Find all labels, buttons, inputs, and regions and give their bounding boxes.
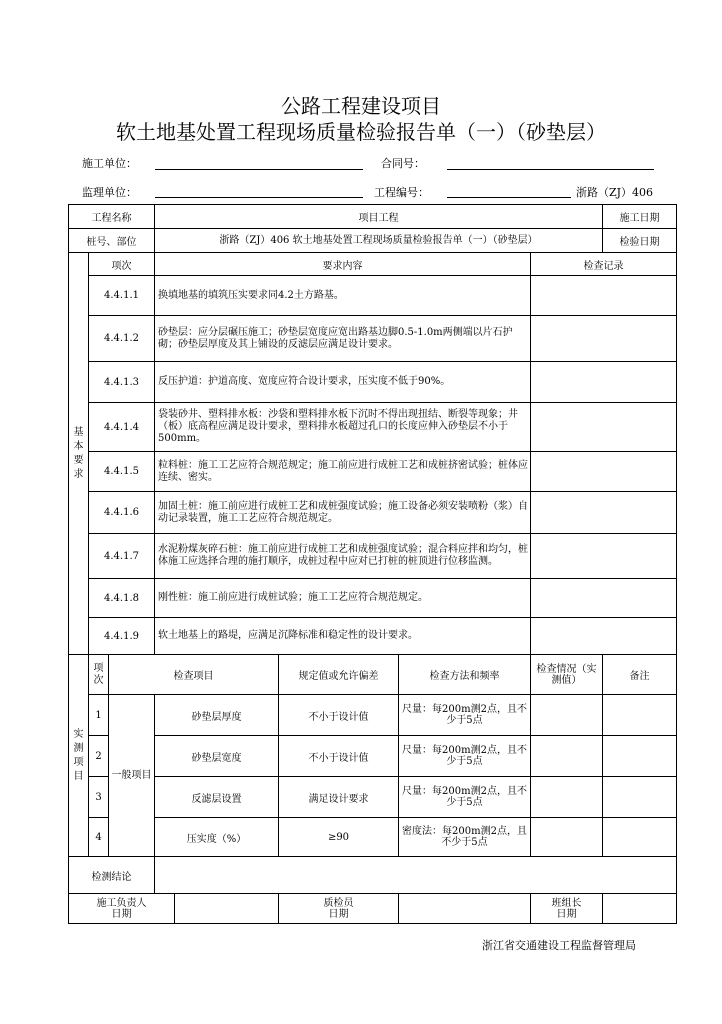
- measured-spec: 不小于设计值: [279, 736, 399, 777]
- requirement-text: 刚性桩：施工前应进行成桩试验；施工工艺应符合规范规定。: [155, 579, 531, 618]
- construction-unit-field[interactable]: [155, 169, 363, 170]
- measured-spec: 满足设计要求: [279, 777, 399, 818]
- measured-result-cell[interactable]: [531, 695, 603, 736]
- form-subtitle: 软土地基处置工程现场质量检验报告单（一）（砂垫层）: [116, 120, 606, 144]
- construction-lead-date-label: 日期: [111, 908, 132, 920]
- contract-no-field[interactable]: [447, 169, 654, 170]
- requirement-record-cell[interactable]: [531, 362, 677, 403]
- requirement-text: 反压护道：护道高度、宽度应符合设计要求，压实度不低于90%。: [155, 362, 531, 403]
- construction-lead-signature-field[interactable]: [175, 894, 279, 924]
- measured-no: 3: [89, 777, 109, 818]
- project-name-label: 工程名称: [69, 205, 155, 229]
- measured-no: 1: [89, 695, 109, 736]
- measured-result-cell[interactable]: [531, 777, 603, 818]
- quality-inspector-date-label: 日期: [328, 908, 349, 920]
- requirement-code: 4.4.1.4: [89, 403, 155, 452]
- requirement-text: 换填地基的填筑压实要求同4.2土方路基。: [155, 276, 531, 316]
- requirement-record-cell[interactable]: [531, 618, 677, 655]
- measured-result-cell[interactable]: [531, 818, 603, 857]
- page-title: 公路工程建设项目: [281, 94, 441, 118]
- requirement-record-cell[interactable]: [531, 452, 677, 492]
- basic-col-record: 检查记录: [531, 253, 677, 276]
- requirement-record-cell[interactable]: [531, 276, 677, 316]
- requirement-code: 4.4.1.1: [89, 276, 155, 316]
- measured-spec: 不小于设计值: [279, 695, 399, 736]
- measured-col-note: 备注: [603, 655, 677, 695]
- contract-no-label: 合同号：: [381, 157, 425, 170]
- conclusion-field[interactable]: [155, 857, 677, 894]
- team-leader-signature-field[interactable]: [603, 894, 677, 924]
- requirement-text: 粒料桩：施工工艺应符合规范规定；施工前应进行成桩工艺和成桩挤密试验；桩体应连续、密实。: [155, 452, 531, 492]
- construction-lead-sign: [69, 894, 175, 924]
- basic-col-item: 项次: [89, 253, 155, 276]
- measured-note-cell[interactable]: [603, 736, 677, 777]
- requirement-code: 4.4.1.5: [89, 452, 155, 492]
- measured-method: 尺量：每200m测2点，且不少于5点: [399, 777, 531, 818]
- measured-spec: ≥90: [279, 818, 399, 857]
- measured-col-item: 项次: [89, 655, 109, 695]
- quality-inspector-label: 质检员: [323, 897, 354, 909]
- basic-col-requirement: 要求内容: [155, 253, 531, 276]
- station-label: 桩号、部位: [69, 229, 155, 253]
- measured-method: 密度法：每200m测2点，且不少于5点: [399, 818, 531, 857]
- requirement-text: 袋装砂井、塑料排水板：沙袋和塑料排水板下沉时不得出现扭结、断裂等现象；井（板）底高程应满足设计要求，塑料排水板超过孔口的长度应伸入砂垫层不小于500mm。: [155, 403, 531, 452]
- measured-item: 砂垫层宽度: [155, 736, 279, 777]
- project-no-field[interactable]: [447, 197, 571, 198]
- requirement-record-cell[interactable]: [531, 534, 677, 579]
- team-leader-date-label: 日期: [556, 908, 577, 920]
- construction-date-label: 施工日期: [603, 205, 677, 229]
- inspection-table: [68, 204, 677, 924]
- measured-col-method: 检查方法和频率: [399, 655, 531, 695]
- supervision-unit-field[interactable]: [155, 197, 363, 198]
- inspection-date-label: 检验日期: [603, 229, 677, 253]
- team-leader-label: 班组长: [551, 897, 582, 909]
- measured-item: 压实度（%）: [155, 818, 279, 857]
- requirement-code: 4.4.1.3: [89, 362, 155, 403]
- measured-result-cell[interactable]: [531, 736, 603, 777]
- requirement-record-cell[interactable]: [531, 403, 677, 452]
- measured-note-cell[interactable]: [603, 777, 677, 818]
- form-name: 浙路（ZJ）406 软土地基处置工程现场质量检验报告单（一）（砂垫层）: [155, 229, 603, 253]
- issuing-authority: 浙江省交通建设工程监督管理局: [482, 939, 636, 952]
- measured-no: 4: [89, 818, 109, 857]
- measured-item: 砂垫层厚度: [155, 695, 279, 736]
- form-code: 浙路（ZJ）406: [576, 186, 654, 199]
- team-leader-sign: [531, 894, 603, 924]
- requirement-code: 4.4.1.7: [89, 534, 155, 579]
- requirement-text: 加固土桩：施工前应进行成桩工艺和成桩强度试验；施工设备必须安装喷粉（浆）自动记录装置，施工工艺应符合规范规定。: [155, 492, 531, 534]
- measured-item: 反滤层设置: [155, 777, 279, 818]
- requirement-code: 4.4.1.2: [89, 316, 155, 362]
- measured-col-spec: 规定值或允许偏差: [279, 655, 399, 695]
- requirement-record-cell[interactable]: [531, 579, 677, 618]
- requirement-text: 软土地基上的路堤，应满足沉降标准和稳定性的设计要求。: [155, 618, 531, 655]
- requirement-text: 砂垫层：应分层碾压施工；砂垫层宽度应宽出路基边脚0.5-1.0m两侧端以片石护砌；砂垫层厚度及其上铺设的反滤层应满足设计要求。: [155, 316, 531, 362]
- project-no-label: 工程编号：: [374, 186, 429, 199]
- conclusion-label: 检测结论: [69, 857, 155, 894]
- requirement-code: 4.4.1.9: [89, 618, 155, 655]
- requirement-text: 水泥粉煤灰碎石桩：施工前应进行成桩工艺和成桩强度试验；混合料应拌和均匀，桩体施工应选择合理的施打顺序，成桩过程中应对已打桩的桩顶进行位移监测。: [155, 534, 531, 579]
- measured-items-label: 实测项目: [69, 655, 89, 857]
- requirement-record-cell[interactable]: [531, 316, 677, 362]
- construction-lead-label: 施工负责人: [96, 897, 147, 909]
- requirement-record-cell[interactable]: [531, 492, 677, 534]
- measured-note-cell[interactable]: [603, 695, 677, 736]
- measured-no: 2: [89, 736, 109, 777]
- requirement-code: 4.4.1.6: [89, 492, 155, 534]
- project-item-label: 项目工程: [155, 205, 603, 229]
- requirement-code: 4.4.1.8: [89, 579, 155, 618]
- supervision-unit-label: 监理单位：: [82, 186, 137, 199]
- quality-inspector-signature-field[interactable]: [399, 894, 531, 924]
- basic-requirements-label: 基本要求: [69, 253, 89, 655]
- measured-method: 尺量：每200m测2点，且不少于5点: [399, 736, 531, 777]
- measured-col-result: 检查情况（实测值）: [531, 655, 603, 695]
- quality-inspector-sign: [279, 894, 399, 924]
- construction-unit-label: 施工单位：: [82, 157, 137, 170]
- measured-note-cell[interactable]: [603, 818, 677, 857]
- measured-col-check: 检查项目: [109, 655, 279, 695]
- general-items-label: 一般项目: [109, 695, 155, 857]
- measured-method: 尺量：每200m测2点，且不少于5点: [399, 695, 531, 736]
